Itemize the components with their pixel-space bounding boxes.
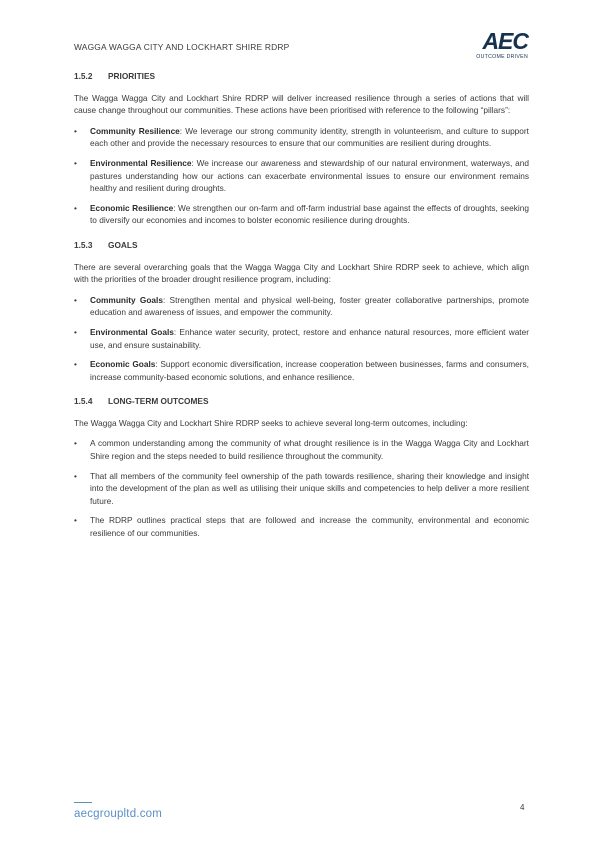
section-title: PRIORITIES xyxy=(108,71,156,81)
list-item xyxy=(74,294,529,319)
list-item xyxy=(74,470,529,508)
section-intro: The Wagga Wagga City and Lockhart Shire RDRP seeks to achieve several long-term outcomes, including: xyxy=(74,417,468,428)
item-text: : Support economic diversification, increase cooperation between businesses, farms and consumers, increase community-based economic solutions, and enhance resilience. xyxy=(90,359,529,382)
document-body xyxy=(74,70,529,552)
item-text: : Enhance water security, protect, restore and enhance natural resources, more efficient water use, and ensure sustainability. xyxy=(90,326,529,350)
footer-rule xyxy=(74,802,92,803)
section-long-term-outcomes xyxy=(74,395,529,539)
section-number: 1.5.3 xyxy=(74,239,93,250)
list-item xyxy=(74,157,529,195)
section-priorities xyxy=(74,70,529,227)
section-heading xyxy=(74,239,529,252)
section-heading xyxy=(74,70,529,83)
section-number: 1.5.2 xyxy=(74,71,93,81)
section-title: LONG-TERM OUTCOMES xyxy=(108,396,209,407)
item-text: : We strengthen our on-farm and off-farm industrial base against the effects of droughts, seeking to diversify our economies and incomes to bolster economic resilience during droughts. xyxy=(90,202,529,226)
bullet-list xyxy=(74,437,529,539)
footer-url-link[interactable]: aecgroupltd.com xyxy=(74,808,163,820)
section-intro: There are several overarching goals that the Wagga Wagga City and Lockhart Shire RDRP seek to achieve, which align with the priorities of the broader drought resilience program, including: xyxy=(74,261,529,285)
logo-mark: AEC xyxy=(482,28,528,54)
item-text: A common understanding among the community of what drought resilience is in the Wagga Wagga City and Lockhart Shire region and the steps needed to build resilience throughout the community. xyxy=(90,438,529,462)
item-bold: Environmental Goals xyxy=(90,326,174,337)
item-text: : We leverage our strong community identity, strength in volunteerism, and culture to support each other and provide the necessary resources to ensure that our communities are resilient during droughts. xyxy=(90,125,529,149)
list-item xyxy=(74,202,529,227)
aec-logo xyxy=(466,30,528,60)
item-bold: Economic Goals xyxy=(90,359,156,370)
page-number: 4 xyxy=(520,803,525,812)
item-bold: Economic Resilience xyxy=(90,202,174,213)
bullet-list xyxy=(74,294,529,384)
document-header-title: WAGGA WAGGA CITY AND LOCKHART SHIRE RDRP xyxy=(74,42,290,52)
item-bold: Community Goals xyxy=(90,294,163,305)
section-goals xyxy=(74,239,529,383)
item-text: : Strengthen mental and physical well-being, foster greater collaborative partnerships, promote education and awareness of issues, and empower the community. xyxy=(90,294,529,318)
section-intro: The Wagga Wagga City and Lockhart Shire RDRP will deliver increased resilience through a series of actions that will cause change throughout our communities. These actions have been prioritised with reference to the following “pillars”: xyxy=(74,92,529,116)
item-text: : We increase our awareness and stewardship of our natural environment, waterways, and pastures understanding how our actions can exacerbate environmental issues to ensure our environment remains healthy and resilient during droughts. xyxy=(90,157,530,194)
item-bold: Environmental Resilience xyxy=(90,157,192,168)
logo-tagline: OUTCOME DRIVEN xyxy=(476,54,528,60)
list-item xyxy=(74,326,529,351)
section-number: 1.5.4 xyxy=(74,396,93,407)
list-item xyxy=(74,358,529,383)
list-item xyxy=(74,125,529,150)
item-bold: Community Resilience xyxy=(90,125,180,136)
list-item xyxy=(74,514,529,539)
list-item xyxy=(74,437,529,462)
section-title: GOALS xyxy=(108,239,138,250)
item-text: The RDRP outlines practical steps that are followed and increase the community, environmental and economic resilience of our communities. xyxy=(90,515,529,539)
section-heading xyxy=(74,395,529,408)
item-text: That all members of the community feel ownership of the path towards resilience, sharing their knowledge and insight into the development of the plan as well as utilising their unique skills and competencies to help deliver a more resilient future. xyxy=(90,470,529,506)
bullet-list xyxy=(74,125,529,227)
